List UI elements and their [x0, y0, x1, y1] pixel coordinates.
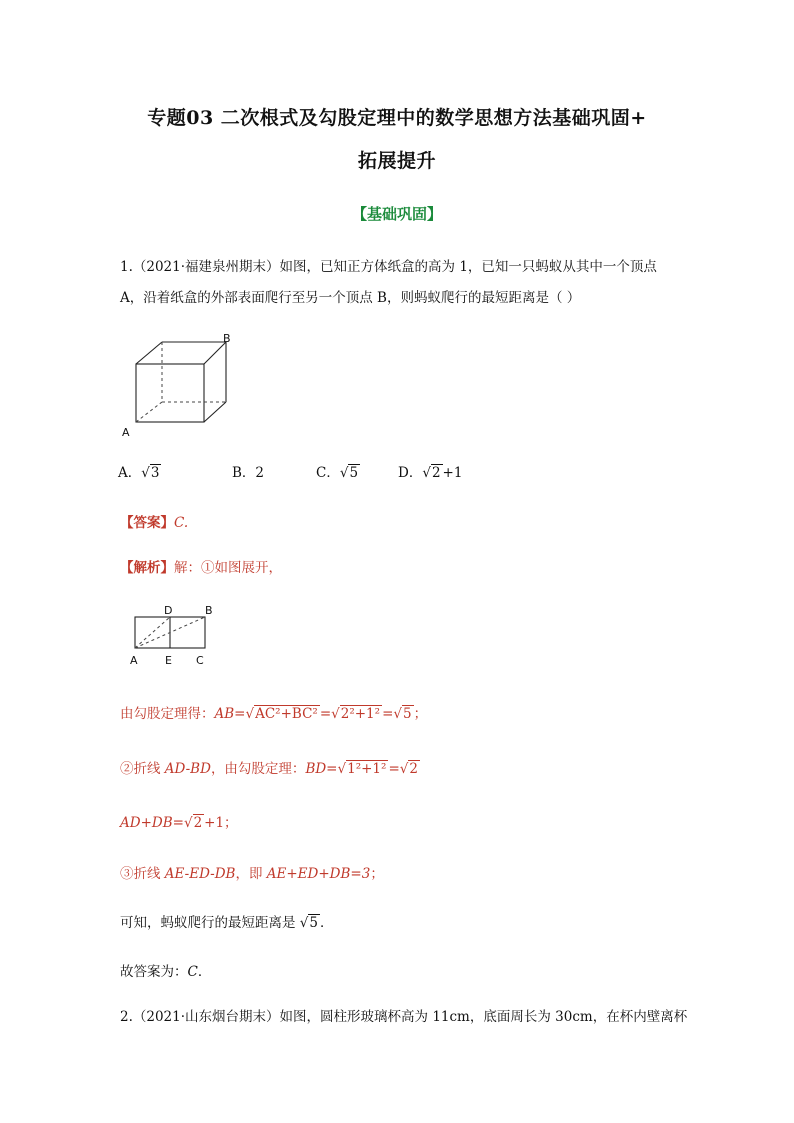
option-b: B．2 [232, 465, 265, 481]
question-2-text-line-1: 2.（2021·山东烟台期末）如图，圆柱形玻璃杯高为 11cm，底面周长为 30cm，在杯内壁离杯 [120, 1009, 688, 1025]
option-a: A．√3 [118, 465, 160, 481]
cube-vertex-a-label: A [122, 426, 130, 439]
question-1-text-line-1: 1.（2021·福建泉州期末）如图，已知正方体纸盒的高为 1，已知一只蚂蚁从其中一个顶点 [120, 259, 657, 275]
question-1-text-line-2: A，沿着纸盒的外部表面爬行至另一个顶点 B，则蚂蚁爬行的最短距离是（ ） [120, 290, 581, 306]
step-2-line: ②折线 AD-BD，由勾股定理：BD=√1²+1² =√2 [120, 761, 418, 777]
answer-value: C. [174, 515, 189, 531]
final-answer-line: 故答案为：C． [120, 964, 212, 980]
cube-vertex-b-label: B [223, 332, 231, 345]
analysis-intro: 解：①如图展开， [174, 560, 282, 576]
net-label-c: C [196, 654, 204, 667]
net-label-b: B [205, 604, 213, 617]
net-label-e: E [165, 654, 172, 667]
cube-figure [118, 330, 238, 442]
net-figure [126, 598, 226, 670]
step-4-line: ③折线 AE-ED-DB，即 AE+ED+DB=3； [120, 866, 384, 882]
option-d: D．√2 +1 [398, 465, 463, 481]
option-c: C．√5 [316, 465, 359, 481]
answer-line [120, 511, 188, 531]
answer-label: 【答案】 [120, 515, 174, 531]
step-3-line: AD+DB=√2 +1； [120, 815, 238, 831]
cube-front-face [136, 364, 204, 422]
conclusion-line: 可知，蚂蚁爬行的最短距离是 √5 ． [120, 915, 334, 931]
net-label-d: D [164, 604, 173, 617]
page-title-line-1: 专题03 二次根式及勾股定理中的数学思想方法基础巩固+ [147, 107, 647, 129]
analysis-line [120, 556, 282, 576]
step-1-line: 由勾股定理得：AB=√AC²+BC² =√2²+1² =√5 ； [120, 706, 428, 722]
page-title-line-2: 拓展提升 [357, 150, 436, 172]
analysis-label: 【解析】 [120, 560, 174, 576]
net-label-a: A [130, 654, 138, 667]
section-heading: 【基础巩固】 [351, 205, 442, 223]
